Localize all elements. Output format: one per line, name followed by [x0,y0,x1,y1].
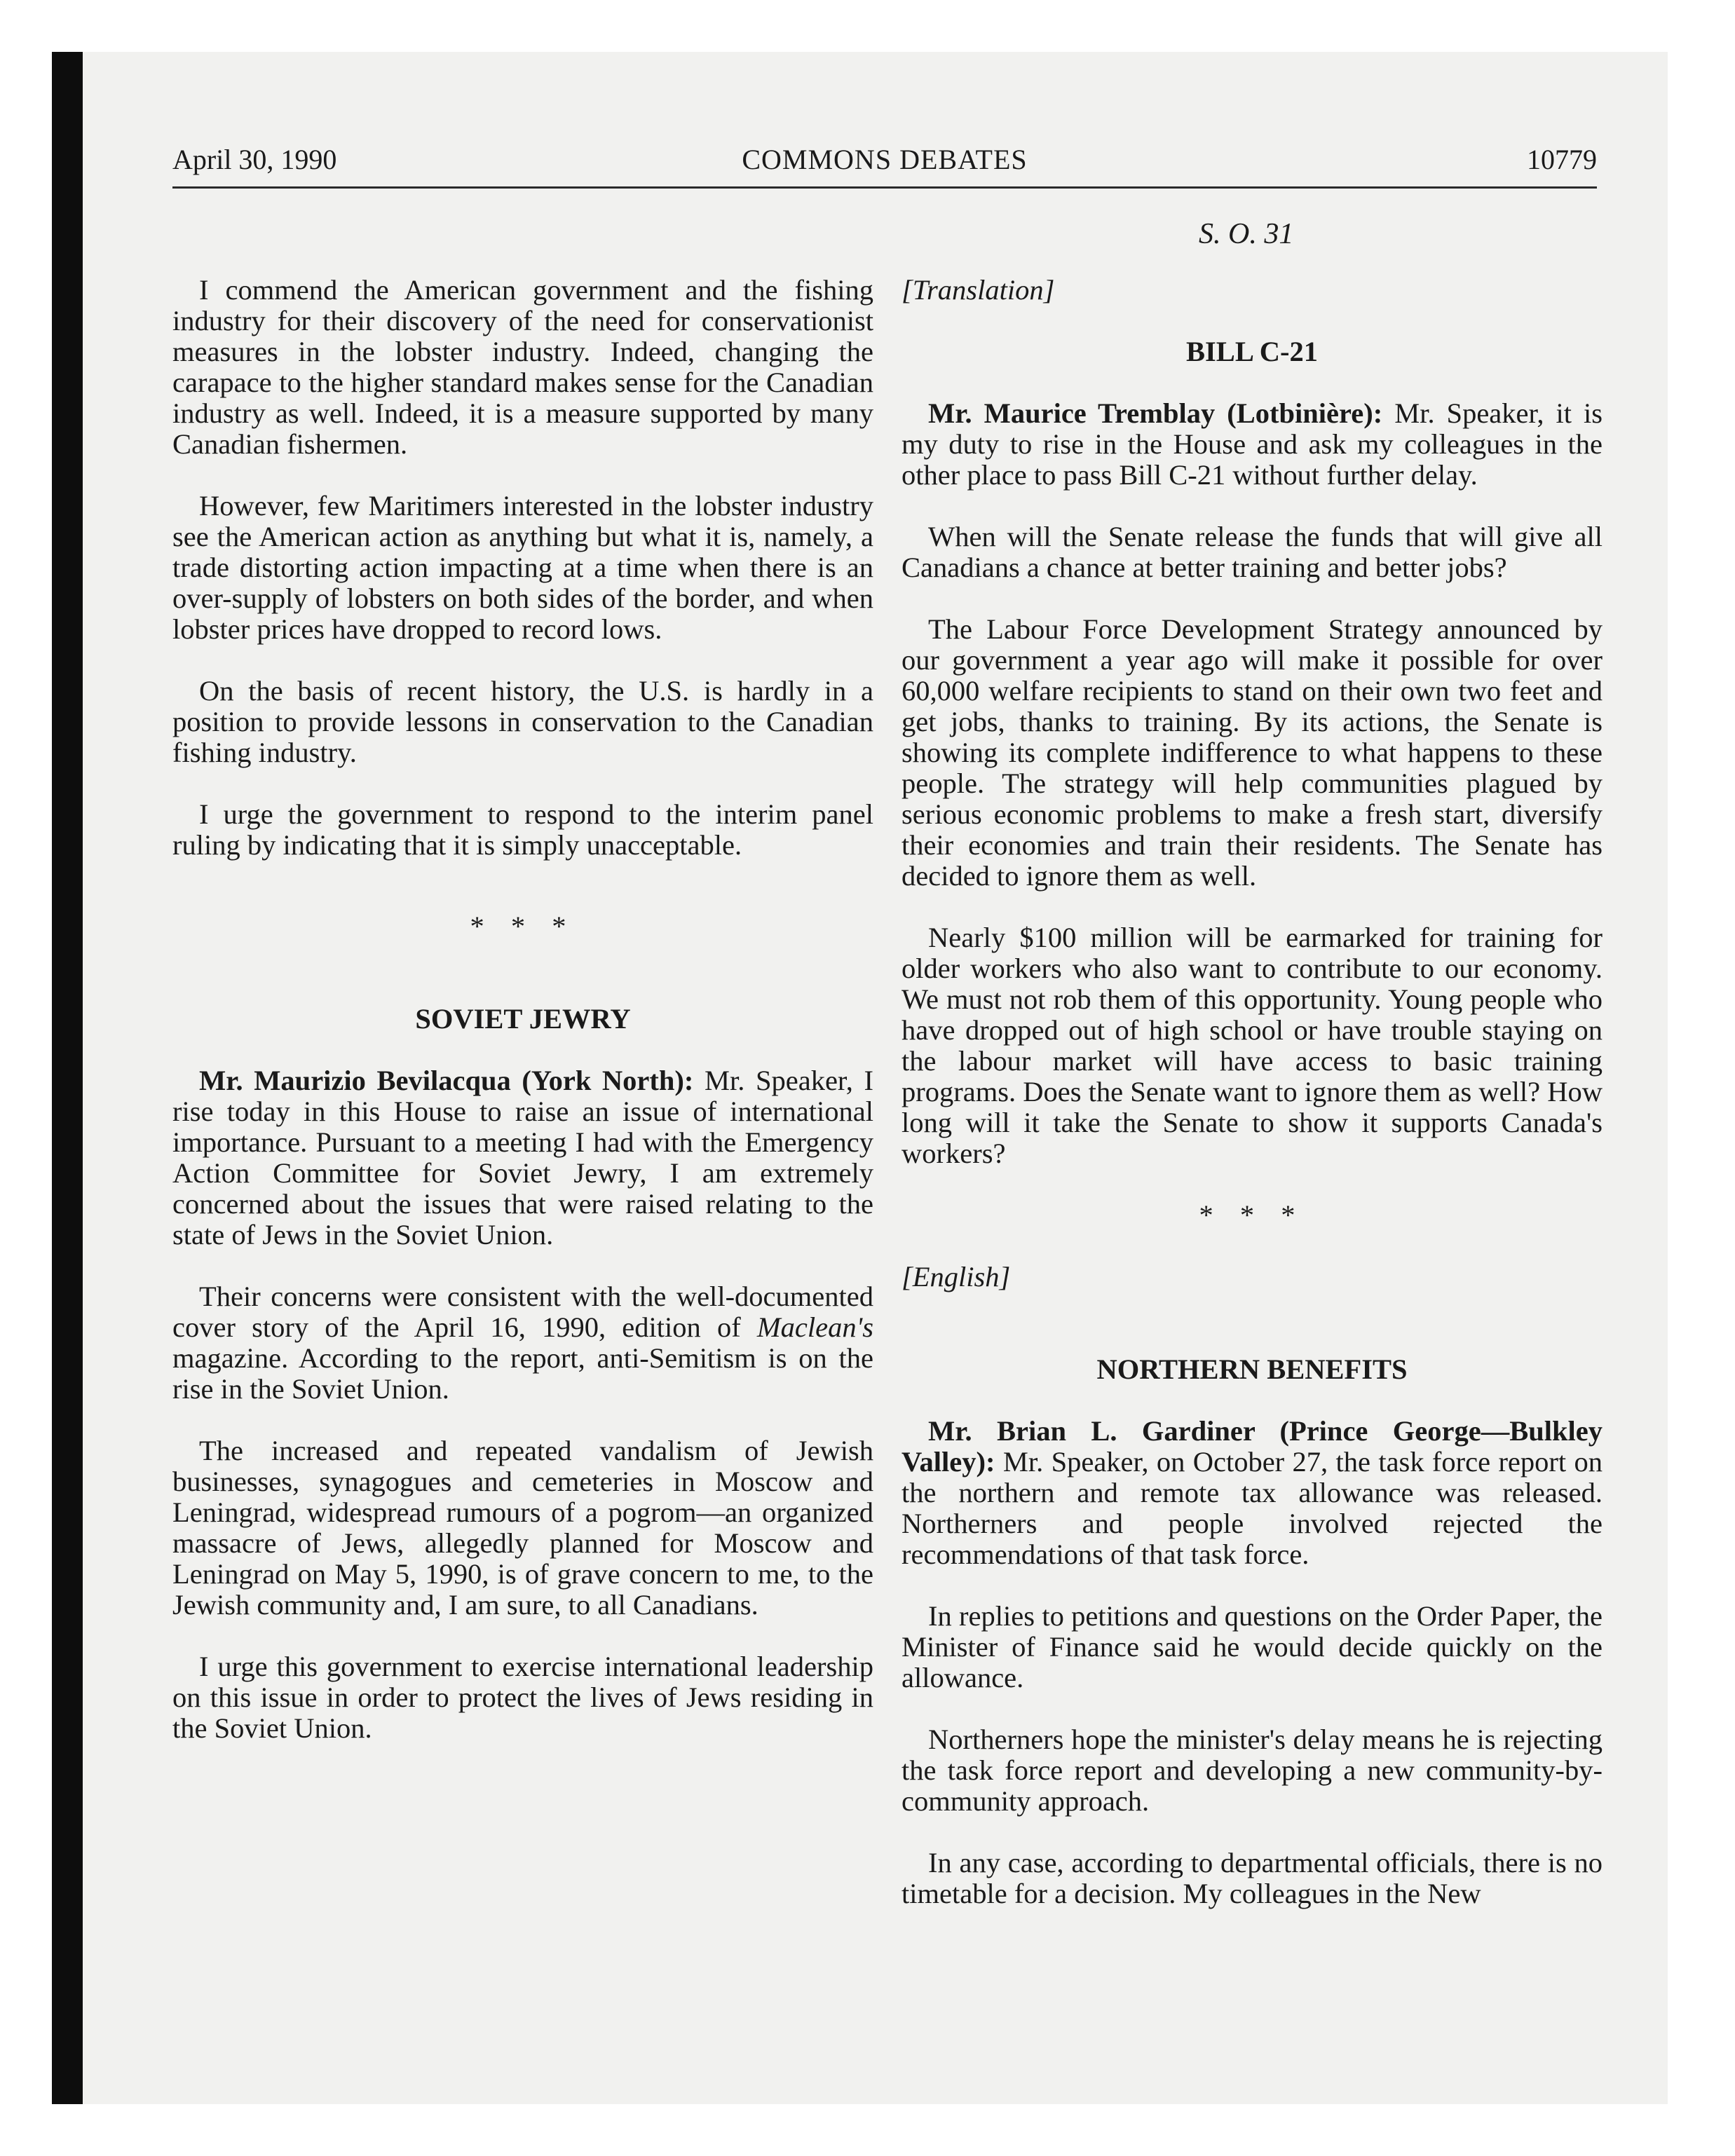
paragraph-text: magazine. According to the report, anti-Semitism is on the rise in the Soviet Union. [172,1342,873,1405]
header-page-number: 10779 [1527,144,1597,175]
speech-text: Mr. Speaker, it is my duty to rise in the House and ask my colleagues in the other place to pass Bill C-21 without further delay. [901,397,1603,491]
speech-text: Mr. Speaker, I rise today in this House to raise an issue of international importance. Pursuant to a meeting I had with the Emergency Action Committee for Soviet Jewry, I am extremely concerned about the issues that were raised relating to the state of Jews in the Soviet Union. [172,1065,873,1250]
paragraph [172,1281,873,1405]
paragraph-text: Their concerns were consistent with the well-documented cover story of the April 16, 1990, edition of [172,1281,873,1343]
paragraph: In replies to petitions and questions on the Order Paper, the Minister of Finance said he would decide quickly on the allowance. [901,1600,1603,1693]
section-heading-northern-benefits: NORTHERN BENEFITS [1096,1353,1408,1385]
left-column [172,275,873,1775]
speaker-name: Mr. Maurice Tremblay (Lotbinière): [928,397,1383,429]
header-date: April 30, 1990 [172,144,337,175]
scan-binding-edge [52,52,83,2104]
paragraph: I commend the American government and the fishing industry for their discovery of the need for conservationist measures in the lobster industry. Indeed, changing the carapace to the higher standard makes sense for the Canadian industry as well. Indeed, it is a measure supported by many Canadian fishermen. [172,274,873,460]
right-column [901,275,1603,1940]
section-heading-soviet-jewry: SOVIET JEWRY [415,1003,631,1035]
english-tag: [English] [901,1261,1011,1292]
speaker-name: Mr. Maurizio Bevilacqua (York North): [199,1065,694,1096]
page-header [172,140,1597,189]
paragraph: On the basis of recent history, the U.S. is hardly in a position to provide lessons in conservation to the Canadian fishing industry. [172,675,873,768]
section-heading-bill-c21: BILL C-21 [1186,336,1318,367]
header-title: COMMONS DEBATES [742,144,1028,175]
speech-paragraph [901,1416,1603,1570]
paragraph: Northerners hope the minister's delay means he is rejecting the task force report and developing a new community-by-community approach. [901,1724,1603,1817]
speech-text: Mr. Speaker, on October 27, the task force report on the northern and remote tax allowance was released. Northerners and people involved rejected the recommendations of that task force. [901,1446,1603,1570]
speech-paragraph [172,1065,873,1250]
translation-tag: [Translation] [901,274,1055,306]
paragraph: In any case, according to departmental officials, there is no timetable for a decision. My colleagues in the New [901,1847,1603,1909]
magazine-title: Maclean's [756,1311,873,1343]
paragraph: I urge this government to exercise international leadership on this issue in order to protect the lives of Jews residing in the Soviet Union. [172,1651,873,1744]
paragraph: The Labour Force Development Strategy announced by our government a year ago will make it possible for over 60,000 welfare recipients to stand on their own two feet and get jobs, thanks to training. By its actions, the Senate is showing its complete indifference to what happens to these people. The strategy will help communities plagued by serious economic problems to make a fresh start, diversify their economies and train their residents. The Senate has decided to ignore them as well. [901,613,1603,892]
paragraph: When will the Senate release the funds that will give all Canadians a chance at better training and better jobs? [901,521,1603,583]
paragraph: Nearly $100 million will be earmarked for training for older workers who also want to contribute to our economy. We must not rob them of this opportunity. Young people who have dropped out of high school or have trouble staying on the labour market will have access to basic training programs. Does the Senate want to ignore them as well? How long will it take the Senate to show it supports Canada's workers? [901,922,1603,1169]
speech-paragraph [901,398,1603,491]
paragraph: However, few Maritimers interested in the lobster industry see the American action as anything but what it is, namely, a trade distorting action impacting at a time when there is an over-supply of lobsters on both sides of the border, and when lobster prices have dropped to record lows. [172,490,873,645]
paragraph: The increased and repeated vandalism of Jewish businesses, synagogues and cemeteries in Moscow and Leningrad, widespread rumours of a pogrom—an organized massacre of Jews, allegedly planned for Moscow and Leningrad on May 5, 1990, is of grave concern to me, to the Jewish community and, I am sure, to all Canadians. [172,1435,873,1621]
standing-order-reference: S. O. 31 [1199,218,1294,250]
section-separator: * * * [470,910,576,942]
speaker-name: Mr. Brian L. Gardiner (Prince George—Bulkley Valley): [901,1415,1603,1478]
paragraph: I urge the government to respond to the interim panel ruling by indicating that it is simply unacceptable. [172,798,873,861]
section-separator: * * * [1199,1199,1305,1231]
